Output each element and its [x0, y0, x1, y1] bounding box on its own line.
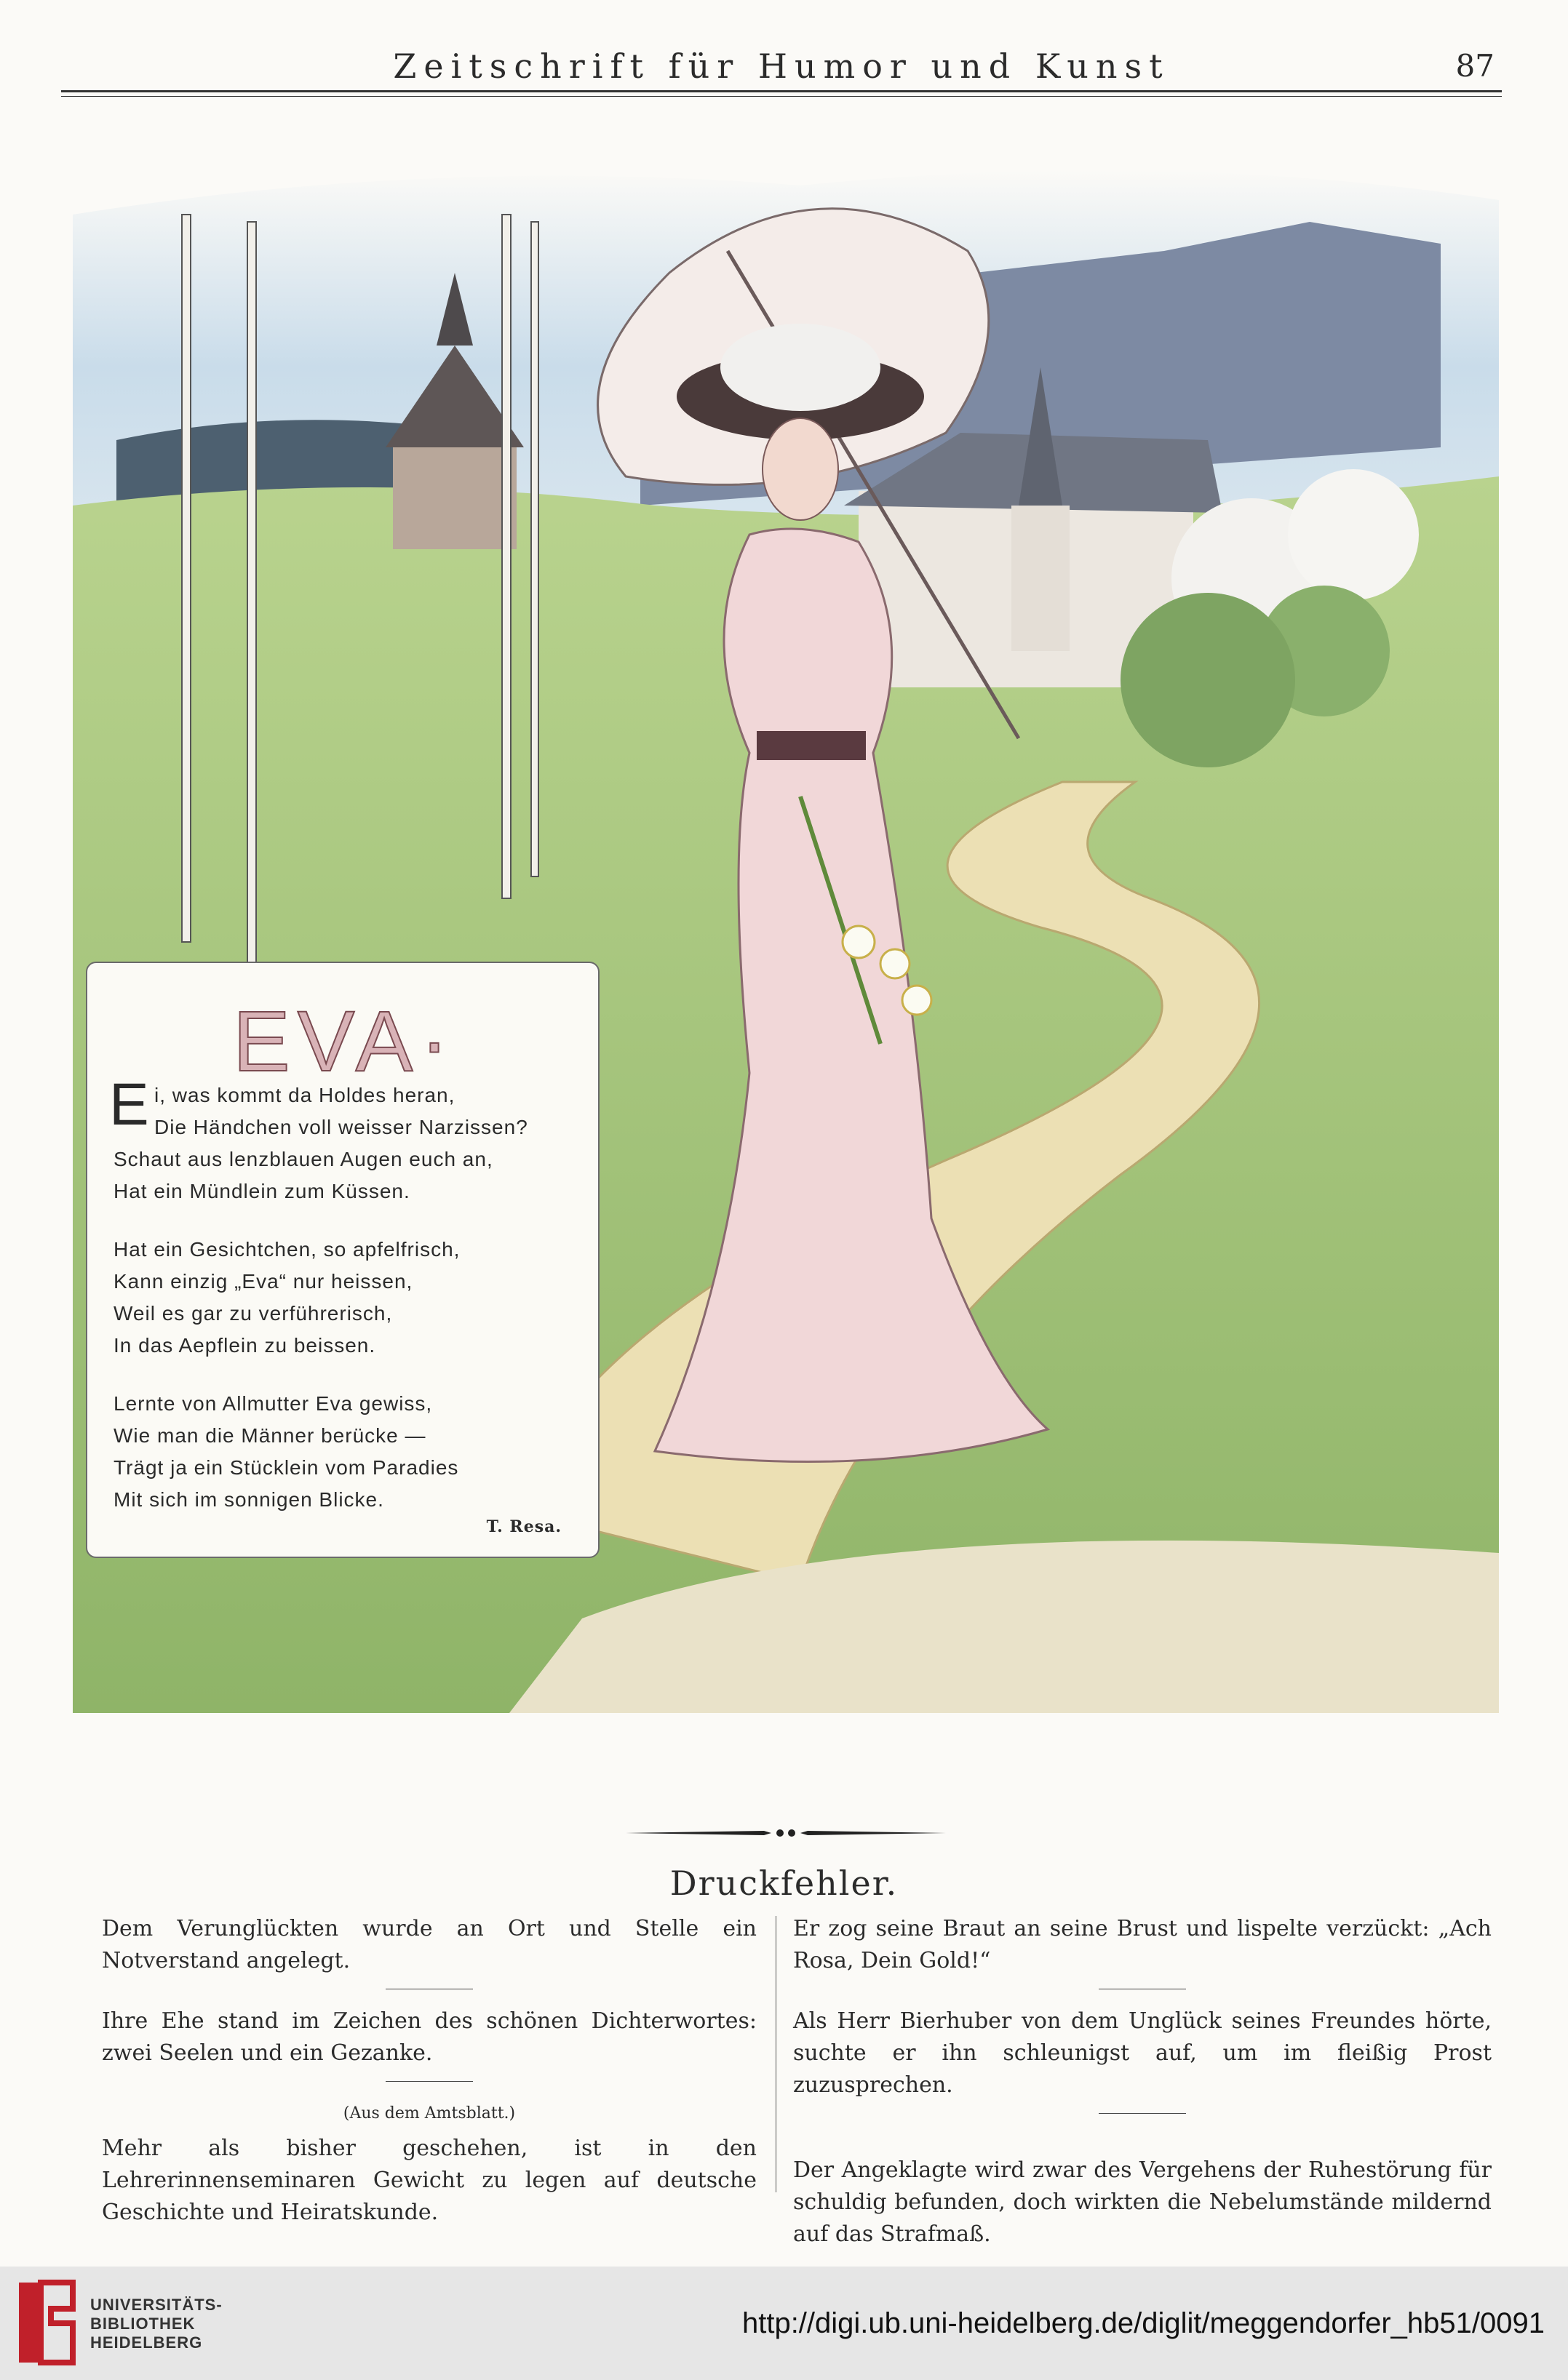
poem-stanza-1	[114, 1079, 528, 1207]
poem-line: Trägt ja ein Stücklein vom Paradies	[114, 1456, 459, 1479]
poem-line: Lernte von Allmutter Eva gewiss,	[114, 1392, 433, 1415]
poem-line: Weil es gar zu verführerisch,	[114, 1302, 393, 1325]
section-title: Druckfehler.	[669, 1864, 899, 1903]
header-rule-thin	[61, 96, 1502, 97]
section-ornament	[626, 1824, 946, 1842]
short-rule	[386, 2081, 473, 2082]
poem-line: i, was kommt da Holdes heran,	[154, 1084, 455, 1106]
left-column	[102, 1913, 757, 2229]
hat-plume	[720, 324, 880, 411]
poem-line: Wie man die Männer berücke —	[114, 1424, 426, 1447]
anecdote: Als Herr Bierhuber von dem Unglück seines Freundes hörte, suchte er ihn schleunigst auf, um im fleißig Prost zuzusprechen.	[793, 2008, 1492, 2098]
page-header	[61, 35, 1502, 100]
waist-sash	[757, 731, 866, 760]
anecdote: Der Angeklagte wird zwar des Vergehens der Ruhestörung für schuldig befunden, doch wirkten die Nebelumstände mildernd auf das Strafmaß.	[793, 2157, 1492, 2247]
poem-line: Kann einzig „Eva“ nur heissen,	[114, 1270, 413, 1293]
anecdote: Mehr als bisher geschehen, ist in den Lehrerinnenseminaren Gewicht zu legen auf deutsche Geschichte und Heiratskunde.	[102, 2136, 757, 2225]
poem-line: Mit sich im sonnigen Blicke.	[114, 1488, 384, 1511]
right-column	[793, 1913, 1492, 2251]
institution-line: HEIDELBERG	[90, 2333, 203, 2352]
institution-line: BIBLIOTHEK	[90, 2315, 196, 2333]
drop-cap: E	[109, 1071, 149, 1138]
short-rule	[1099, 2113, 1186, 2114]
anecdote: Dem Verunglückten wurde an Ort und Stelle ein Notverstand angelegt.	[102, 1916, 757, 1973]
page-number: 87	[1455, 48, 1495, 84]
poem-title: EVA·	[233, 994, 456, 1090]
institution-name	[90, 2296, 223, 2352]
source-url[interactable]: http://digi.ub.uni-heidelberg.de/diglit/meggendorfer_hb51/0091	[741, 2307, 1545, 2339]
face	[763, 418, 838, 520]
poem-box	[86, 962, 600, 1558]
poem-line: Hat ein Gesichtchen, so apfelfrisch,	[114, 1238, 461, 1261]
university-library-logo	[15, 2280, 77, 2365]
source-note: (Aus dem Amtsblatt.)	[343, 2104, 516, 2123]
poem-author: T. Resa.	[486, 1517, 562, 1536]
poem-line: Die Händchen voll weisser Narzissen?	[154, 1116, 528, 1138]
journal-title: Zeitschrift für Humor und Kunst	[393, 47, 1170, 86]
poem-line: Schaut aus lenzblauen Augen euch an,	[114, 1148, 493, 1170]
poem-stanza-2	[114, 1234, 460, 1362]
footer-bar	[0, 2267, 1568, 2380]
poem-line: Hat ein Mündlein zum Küssen.	[114, 1180, 410, 1202]
poem-line: In das Aepflein zu beissen.	[114, 1334, 376, 1357]
poem-stanza-3	[114, 1388, 458, 1516]
anecdote: Er zog seine Braut an seine Brust und lispelte verzückt: „Ach Rosa, Dein Gold!“	[793, 1916, 1492, 1973]
institution-line: UNIVERSITÄTS-	[90, 2296, 223, 2314]
header-rule-thick	[61, 90, 1502, 92]
anecdote: Ihre Ehe stand im Zeichen des schönen Dichterwortes: zwei Seelen und ein Gezanke.	[102, 2008, 757, 2066]
